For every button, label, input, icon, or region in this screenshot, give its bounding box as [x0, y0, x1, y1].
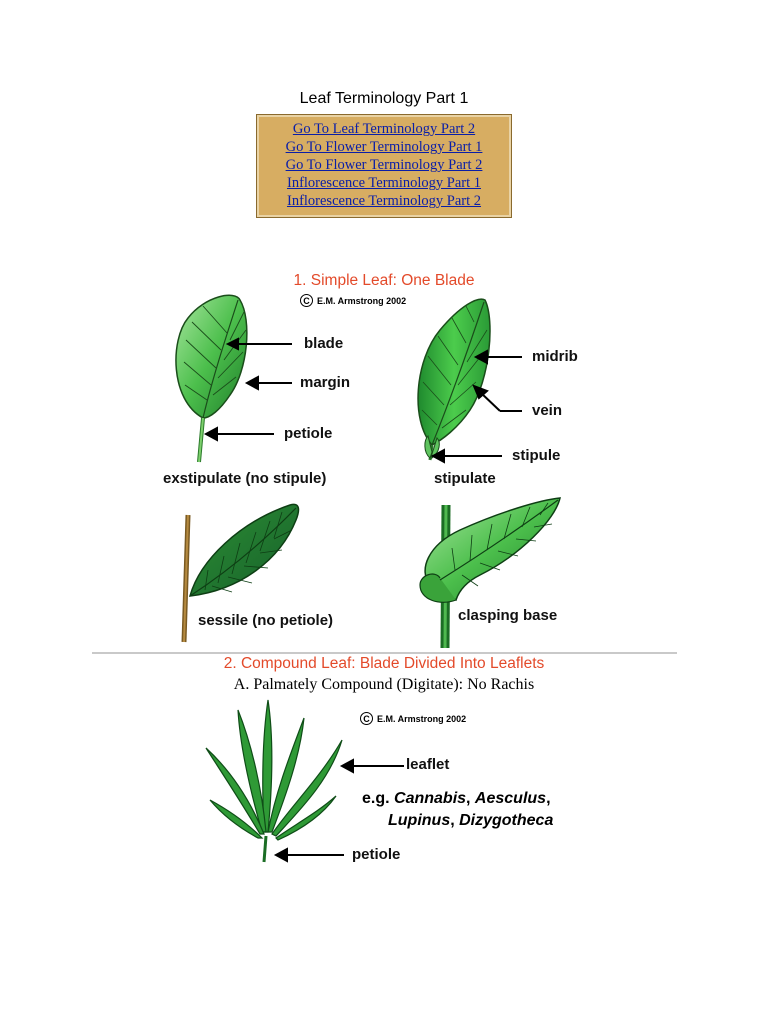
- palmate-compound-leaf: [206, 700, 342, 862]
- label-stipule: stipule: [512, 447, 561, 464]
- section2-subheading: A. Palmately Compound (Digitate): No Rachis: [233, 676, 535, 693]
- stipulate-leaf: [418, 299, 490, 460]
- section-divider: [92, 652, 677, 654]
- example-prefix: e.g.: [362, 790, 390, 807]
- caption-stipulate: stipulate: [434, 470, 496, 487]
- link-leaf-terminology-part-2[interactable]: Go To Leaf Terminology Part 2: [292, 121, 476, 137]
- label-petiole: petiole: [284, 425, 333, 442]
- example-genera: e.g. Cannabis, Aesculus, Lupinus, Dizygotheca: [362, 790, 554, 829]
- link-inflorescence-terminology-part-1[interactable]: Inflorescence Terminology Part 1: [286, 175, 481, 191]
- section2-heading: 2. Compound Leaf: Blade Divided Into Leaflets: [223, 655, 545, 672]
- link-flower-terminology-part-1[interactable]: Go To Flower Terminology Part 1: [285, 139, 483, 155]
- copyright-icon: C: [300, 294, 313, 307]
- caption-exstipulate: exstipulate (no stipule): [163, 470, 327, 487]
- link-flower-terminology-part-2[interactable]: Go To Flower Terminology Part 2: [285, 157, 483, 173]
- label-blade: blade: [304, 335, 344, 352]
- caption-clasping-base: clasping base: [458, 607, 558, 624]
- genus-lupinus: Lupinus: [388, 812, 451, 829]
- clasping-base-leaf: [420, 498, 560, 648]
- copyright-text: E.M. Armstrong 2002: [317, 295, 407, 306]
- genus-cannabis: Cannabis: [394, 790, 467, 807]
- genus-dizygotheca: Dizygotheca: [459, 812, 554, 829]
- link-inflorescence-terminology-part-2[interactable]: Inflorescence Terminology Part 2: [286, 193, 481, 209]
- copyright-text-2: E.M. Armstrong 2002: [377, 713, 467, 724]
- label-leaflet: leaflet: [406, 756, 450, 773]
- section1-heading: 1. Simple Leaf: One Blade: [293, 272, 475, 289]
- genus-aesculus: Aesculus: [474, 790, 547, 807]
- copyright-icon: C: [360, 712, 373, 725]
- label-vein: vein: [532, 402, 563, 419]
- page-title: Leaf Terminology Part 1: [299, 90, 469, 107]
- label-margin: margin: [300, 374, 351, 391]
- copyright-notice-2: [360, 712, 466, 725]
- label-petiole-compound: petiole: [352, 846, 401, 863]
- label-midrib: midrib: [532, 348, 578, 365]
- caption-sessile: sessile (no petiole): [198, 612, 334, 629]
